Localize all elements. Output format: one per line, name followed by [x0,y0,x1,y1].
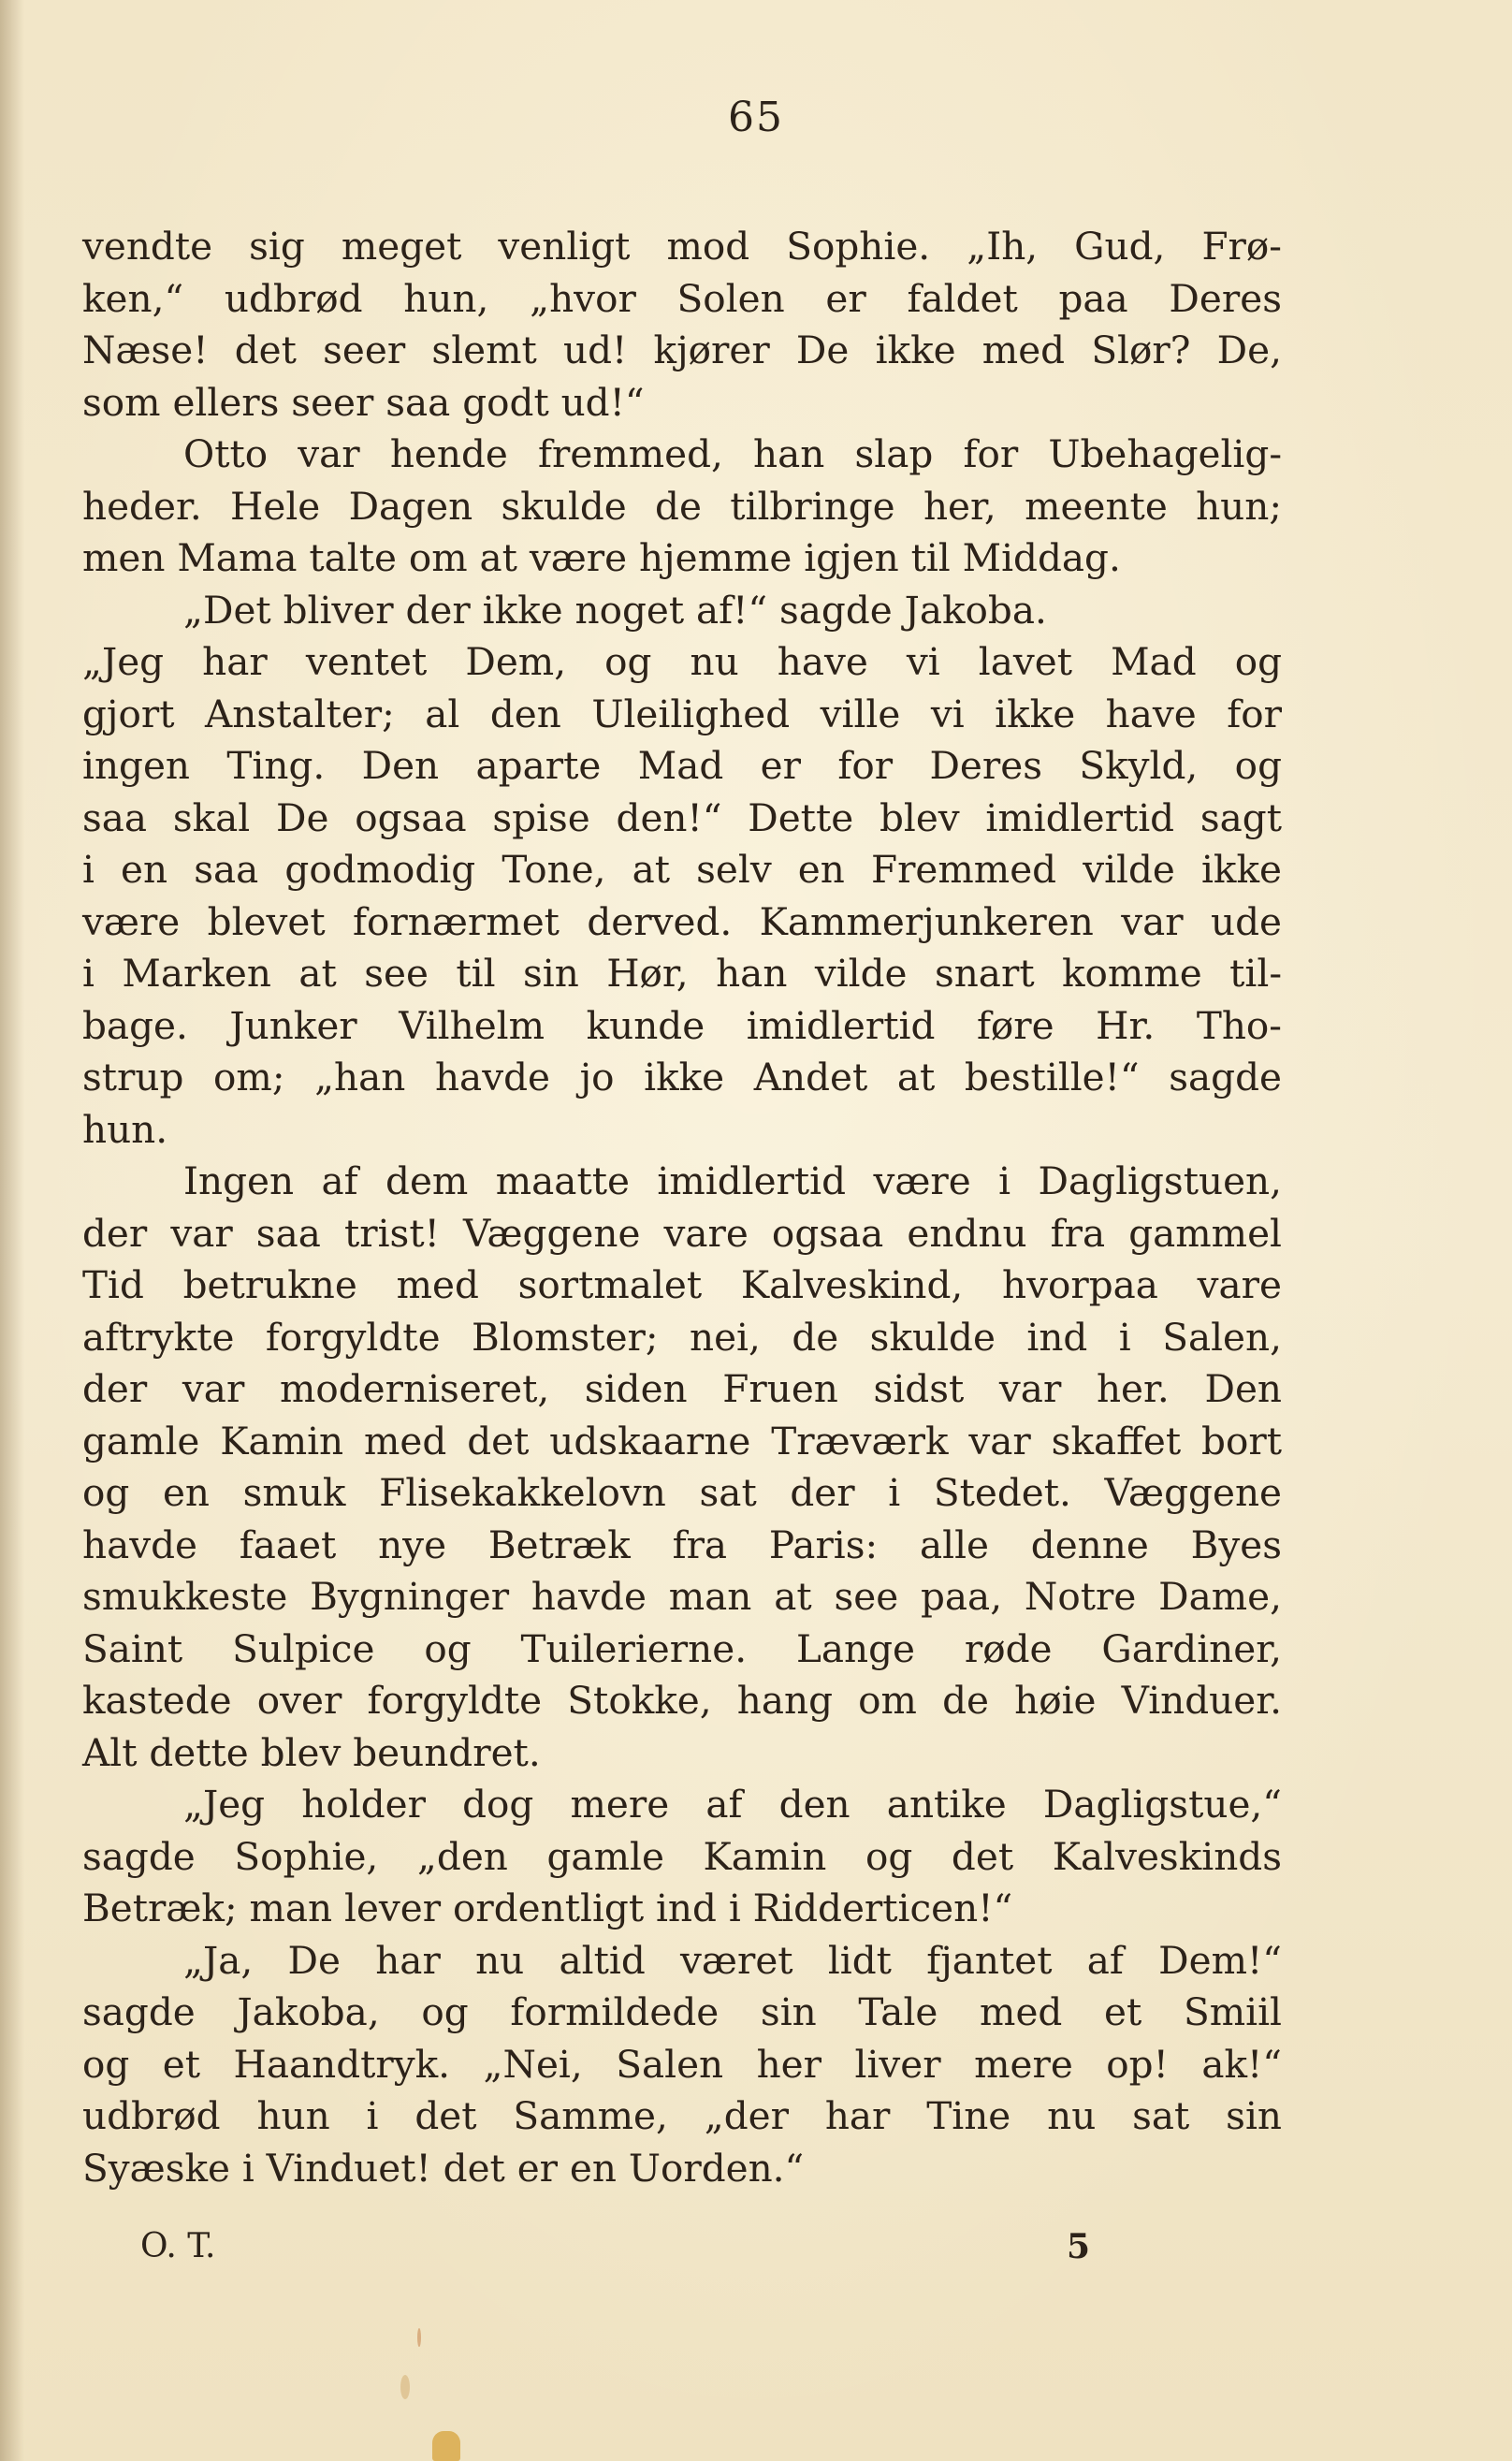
text-line: saa skal De ogsaa spise den!“ Dette blev imidlertid sagt [82,794,1282,840]
text-line: „Det bliver der ikke noget af!“ sagde Jakoba. [183,587,1047,633]
text-line: Ingen af dem maatte imidlertid være i Dagligstuen, [183,1158,1282,1203]
text-line: „Jeg holder dog mere af den antike Dagligstue,“ [183,1782,1282,1827]
signature-mark: O. T. [140,2227,216,2265]
text-line: sagde Sophie, „den gamle Kamin og det Kalveskinds [82,1833,1282,1879]
page-number: 65 [728,94,784,141]
text-line: heder. Hele Dagen skulde de tilbringe her, meente hun; [82,483,1282,529]
text-line: som ellers seer saa godt ud!“ [82,379,645,425]
text-line: „Jeg har ventet Dem, og nu have vi lavet Mad og [82,639,1282,684]
text-line: i en saa godmodig Tone, at selv en Fremmed vilde ikke [82,847,1282,892]
text-line: ken,“ udbrød hun, „hvor Solen er faldet paa Deres [82,275,1282,321]
text-line: Otto var hende fremmed, han slap for Ubehagelig- [183,431,1282,476]
text-line: der var saa trist! Væggene vare ogsaa endnu fra gammel [82,1210,1282,1256]
text-line: Saint Sulpice og Tuilerierne. Lange røde Gardiner, [82,1625,1282,1671]
text-line: og en smuk Flisekakkelovn sat der i Stedet. Væggene [82,1470,1282,1515]
text-line: Syæske i Vinduet! det er en Uorden.“ [82,2145,805,2191]
text-line: smukkeste Bygninger havde man at see paa, Notre Dame, [82,1574,1282,1619]
text-line: Alt dette blev beundret. [82,1729,541,1775]
text-line: havde faaet nye Betræk fra Paris: alle denne Byes [82,1522,1282,1567]
page-spine-shadow [0,0,24,2461]
paper-blemish [432,2431,460,2461]
text-line: sagde Jakoba, og formildede sin Tale med et Smiil [82,1989,1282,2034]
paper-blemish [417,2328,421,2347]
text-line: gamle Kamin med det udskaarne Træværk var skaffet bort [82,1418,1282,1463]
page-footer [0,2227,1512,2283]
text-line: være blevet fornærmet derved. Kammerjunkeren var ude [82,898,1282,944]
text-line: Tid betrukne med sortmalet Kalveskind, hvorpaa vare [82,1262,1282,1307]
text-line: udbrød hun i det Samme, „der har Tine nu sat sin [82,2093,1282,2138]
text-line: „Ja, De har nu altid været lidt fjantet af Dem!“ [183,1937,1282,1983]
body-text [82,221,1282,2194]
sheet-number: 5 [1067,2227,1091,2266]
text-line: Betræk; man lever ordentligt ind i Ridderticen!“ [82,1886,1013,1930]
text-line: vendte sig meget venligt mod Sophie. „Ih, Gud, Frø- [82,224,1282,269]
text-line: Næse! det seer slemt ud! kjører De ikke med Slør? De, [82,328,1282,372]
text-line: aftrykte forgyldte Blomster; nei, de skulde ind i Salen, [82,1314,1282,1360]
text-line: men Mama talte om at være hjemme igjen til Middag. [82,535,1121,580]
text-line: ingen Ting. Den aparte Mad er for Deres Skyld, og [82,743,1282,788]
text-line: kastede over forgyldte Stokke, hang om de høie Vinduer. [82,1678,1282,1723]
text-line: der var moderniseret, siden Fruen sidst var her. Den [82,1366,1282,1411]
text-line: bage. Junker Vilhelm kunde imidlertid føre Hr. Tho- [82,1002,1282,1048]
text-line: hun. [82,1106,168,1152]
paper-blemish [400,2375,410,2399]
text-line: gjort Anstalter; al den Uleilighed ville vi ikke have for [82,691,1282,736]
text-line: og et Haandtryk. „Nei, Salen her liver mere op! ak!“ [82,2041,1282,2087]
text-line: strup om; „han havde jo ikke Andet at bestille!“ sagde [82,1055,1282,1099]
text-line: i Marken at see til sin Hør, han vilde snart komme til- [82,951,1282,996]
